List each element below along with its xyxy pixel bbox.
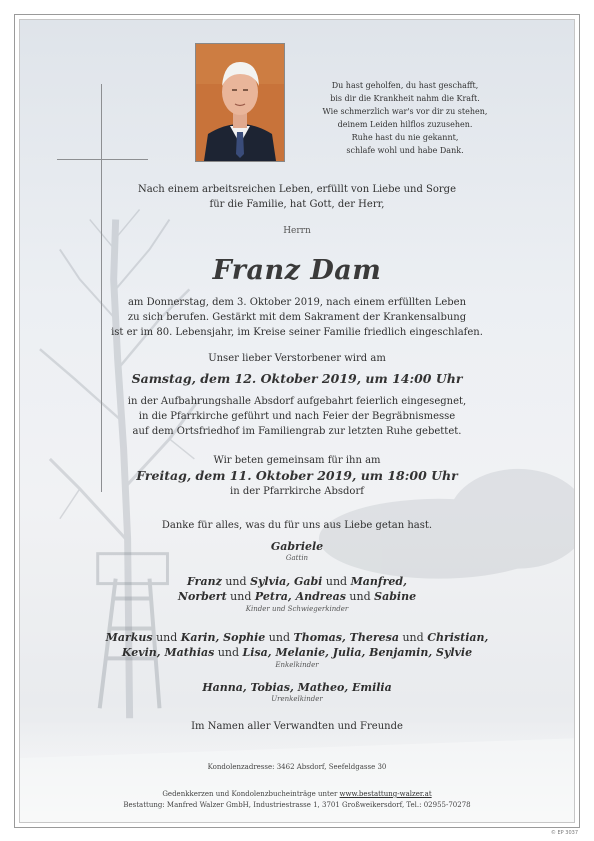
deceased-name: Franz Dam [212,255,382,286]
prayer-date: Freitag, dem 11. Oktober 2019, um 18:00 Uhr [136,468,458,483]
memorial-cross-horizontal [57,159,148,160]
condolence-address: Kondolenzadresse: 3462 Absdorf, Seefeldgasse 30 [207,763,387,771]
mourner-wife-label: Gattin [285,554,309,562]
funeral-intro: Unser lieber Verstorbener wird am [208,353,386,364]
mourner-grandchildren-label: Enkelkinder [275,661,319,669]
funeral-home-website-link[interactable]: www.bestattung-walzer.at [339,790,432,798]
mourner-children [80,574,514,604]
poem-line: Ruhe hast du nie gekannt, [351,133,459,142]
deceased-portrait-photo [195,43,285,162]
children-line-1: Franz und Sylvia, Gabi und Manfred, [187,575,407,588]
footer-line-2: Bestattung: Manfred Walzer GmbH, Industriestrasse 1, 3701 Großweikersdorf, Tel.: 02955-70278 [123,801,471,809]
copyright-mark: © EP 3037 [550,830,578,836]
prayer-intro: Wir beten gemeinsam für ihn am [213,455,381,466]
memorial-poem [310,79,500,157]
poem-line: bis dir die Krankheit nahm die Kraft. [330,94,480,103]
mourner-great-grandchildren-label: Urenkelkinder [271,695,323,703]
grandchildren-line-2: Kevin, Mathias und Lisa, Melanie, Julia, Benjamin, Sylvie [121,646,473,659]
funeral-home-footer [40,789,554,811]
children-line-2: Norbert und Petra, Andreas und Sabine [177,590,417,603]
funeral-date: Samstag, dem 12. Oktober 2019, um 14:00 Uhr [131,371,463,386]
footer-line-1: Gedenkkerzen und Kondolenzbucheinträge unter www.bestattung-walzer.at [162,790,432,798]
death-notice-text: am Donnerstag, dem 3. Oktober 2019, nach einem erfüllten Leben zu sich berufen. Gestärkt mit dem Sakrament der Krankensalbung ist er im 80. Lebensjahr, im Kreise seiner Familie friedlich eingeschlafen. [111,297,483,338]
mourner-great-grandchildren: Hanna, Tobias, Matheo, Emilia [202,681,392,694]
funeral-details: in der Aufbahrungshalle Absdorf aufgebahrt feierlich eingesegnet, in die Pfarrkirche geführt und nach Feier der Begräbnismesse auf dem Ortsfriedhof im Familiengrab zur letzten Ruhe gebettet. [127,396,467,437]
poem-line: Du hast geholfen, du hast geschafft, [331,81,479,90]
salutation: Herrn [283,226,311,236]
poem-line: Wie schmerzlich war's vor dir zu stehen, [322,107,488,116]
notice-inner-frame [19,19,575,823]
closing-line: Im Namen aller Verwandten und Freunde [191,721,403,732]
prayer-place: in der Pfarrkirche Absdorf [230,486,364,497]
poem-line: schlafe wohl und habe Dank. [346,146,464,155]
mourner-grandchildren [60,630,534,660]
intro-text: Nach einem arbeitsreichen Leben, erfüllt von Liebe und Sorge für die Familie, hat Gott, der Herr, [137,184,457,210]
poem-line: deinem Leiden hilflos zuzusehen. [337,120,473,129]
grandchildren-line-1: Markus und Karin, Sophie und Thomas, Theresa und Christian, [105,631,489,644]
mourner-children-label: Kinder und Schwiegerkinder [245,605,349,613]
thanks-line: Danke für alles, was du für uns aus Liebe getan hast. [161,520,433,531]
mourner-wife-name: Gabriele [270,540,324,553]
notice-outer-frame [14,14,580,828]
